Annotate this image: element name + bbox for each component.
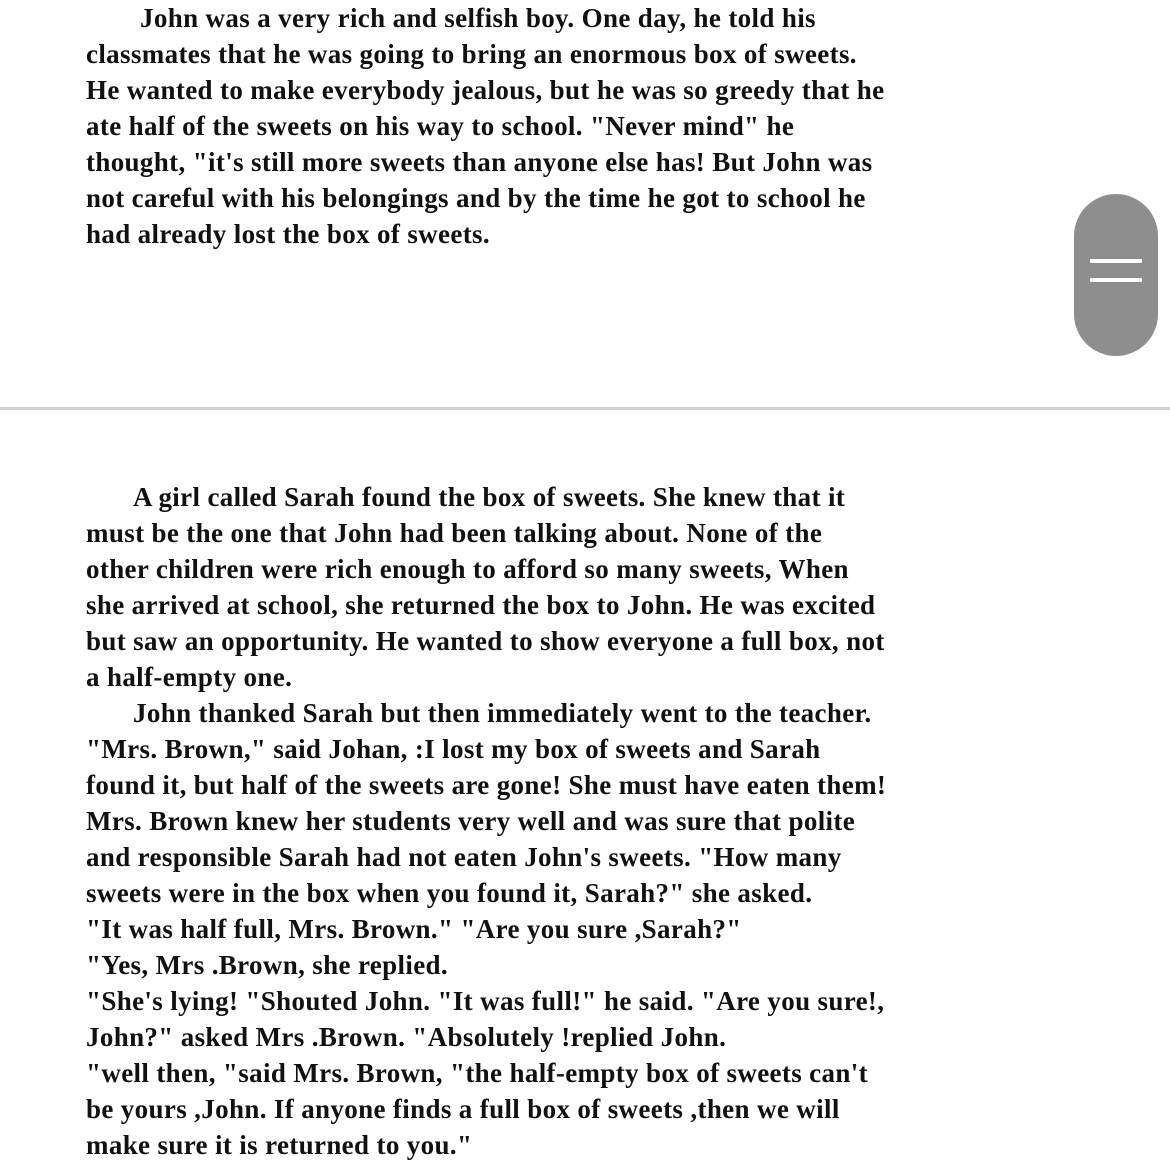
text-line: she arrived at school, she returned the box to John. He was excited xyxy=(86,590,876,620)
page-divider xyxy=(0,407,1170,410)
text-line: a half-empty one. xyxy=(86,662,293,692)
scroll-handle[interactable] xyxy=(1074,194,1158,356)
text-line: and responsible Sarah had not eaten John's sweets. "How many xyxy=(86,842,842,872)
page-bottom-text xyxy=(86,479,996,1163)
text-line: Mrs. Brown knew her students very well and was sure that polite xyxy=(86,806,856,836)
text-line: thought, "it's still more sweets than anyone else has! But John was xyxy=(86,147,873,177)
text-line: "Mrs. Brown," said Johan, :I lost my box of sweets and Sarah xyxy=(86,734,821,764)
page-top-text xyxy=(86,0,996,252)
text-line: "It was half full, Mrs. Brown." "Are you sure ,Sarah?" xyxy=(86,914,742,944)
text-line: not careful with his belongings and by the time he got to school he xyxy=(86,183,866,213)
drag-handle-icon xyxy=(1090,278,1142,282)
text-line: be yours ,John. If anyone finds a full box of sweets ,then we will xyxy=(86,1094,840,1124)
text-line: "She's lying! "Shouted John. "It was full!" he said. "Are you sure!, xyxy=(86,986,885,1016)
text-line: other children were rich enough to afford so many sweets, When xyxy=(86,554,849,584)
text-line: must be the one that John had been talking about. None of the xyxy=(86,518,823,548)
text-line: sweets were in the box when you found it, Sarah?" she asked. xyxy=(86,878,813,908)
text-line: ate half of the sweets on his way to school. "Never mind" he xyxy=(86,111,795,141)
text-line: A girl called Sarah found the box of sweets. She knew that it xyxy=(133,482,846,512)
text-line: found it, but half of the sweets are gone! She must have eaten them! xyxy=(86,770,887,800)
text-line: John?" asked Mrs .Brown. "Absolutely !replied John. xyxy=(86,1022,727,1052)
text-line: "well then, "said Mrs. Brown, "the half-empty box of sweets can't xyxy=(86,1058,868,1088)
text-line: make sure it is returned to you." xyxy=(86,1130,473,1160)
text-line: John thanked Sarah but then immediately went to the teacher. xyxy=(133,698,872,728)
drag-handle-icon xyxy=(1090,259,1142,263)
text-line: He wanted to make everybody jealous, but he was so greedy that he xyxy=(86,75,885,105)
text-line: "Yes, Mrs .Brown, she replied. xyxy=(86,950,448,980)
text-line: John was a very rich and selfish boy. One day, he told his xyxy=(140,3,816,33)
text-line: but saw an opportunity. He wanted to show everyone a full box, not xyxy=(86,626,885,656)
text-line: classmates that he was going to bring an enormous box of sweets. xyxy=(86,39,857,69)
text-line: had already lost the box of sweets. xyxy=(86,219,491,249)
